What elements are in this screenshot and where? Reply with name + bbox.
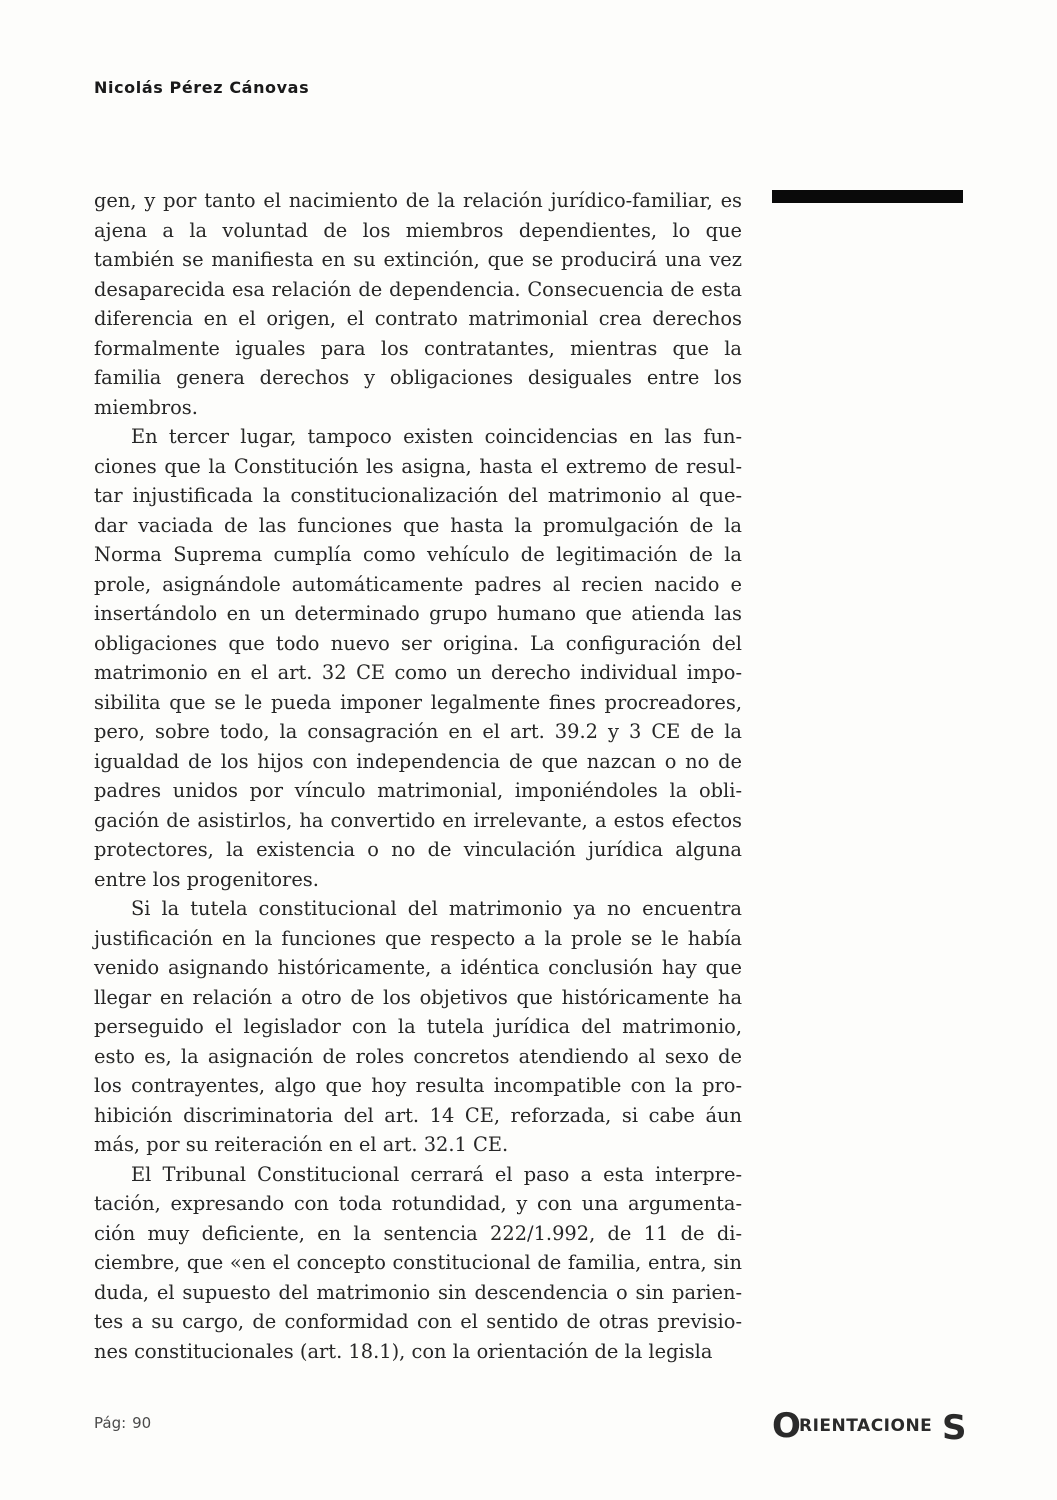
logo-letter-s: S [942, 1408, 966, 1443]
paragraph: gen, y por tanto el nacimiento de la relación jurídico-familiar, es ajena a la voluntad de los miembros dependientes, lo que también se manifiesta en su extinción, que se producirá una vez desaparecida esa relación de dependencia. Consecuencia de esta diferencia en el origen, el contrato matrimonial crea derechos formalmente iguales para los contratantes, mientras que la familia genera derechos y obligaciones desiguales entre los miembros. [94, 189, 742, 419]
running-head-author: Nicolás Pérez Cánovas [94, 78, 310, 97]
paragraph: Si la tutela constitucional del matrimonio ya no encuentra justificación en la funciones que respecto a la prole se le había venido asignando históricamente, a idéntica conclusión hay que llegar en relación a otro de los objetivos que históricamente ha perseguido el legislador con la tutela jurídica del matrimonio, esto es, la asignación de roles concretos atendiendo al sexo de los contrayentes, algo que hoy resulta incompatible con la prohibición discriminatoria del art. 14 CE, reforzada, si cabe áun más, por su reiteración en el art. 32.1 CE. [94, 897, 742, 1156]
publication-logo-mark [772, 1403, 966, 1443]
paragraph: En tercer lugar, tampoco existen coincidencias en las funciones que la Constitución les asigna, hasta el extremo de resultar injustificada la constitucionalización del matrimonio al quedar vaciada de las funciones que hasta la promulgación de la Norma Suprema cumplía como vehículo de legitimación de la prole, asignándole automáticamente padres al recien nacido e insertándolo en un determinado grupo humano que atienda las obligaciones que todo nuevo ser origina. La configuración del matrimonio en el art. 32 CE como un derecho individual imposibilita que se le pueda imponer legalmente fines procreadores, pero, sobre todo, la consagración en el art. 39.2 y 3 CE de la igualdad de los hijos con independencia de que nazcan o no de padres unidos por vínculo matrimonial, imponiéndoles la obligación de asistirlos, ha convertido en irrelevante, a estos efectos protectores, la existencia o no de vinculación jurídica alguna entre los progenitores. [94, 425, 742, 891]
logo-letters-middle: RIENTACIONE [799, 1416, 933, 1436]
logo-letter-o: O [772, 1406, 801, 1443]
decorative-bar [772, 190, 963, 203]
body-text [94, 186, 742, 1366]
paragraph: El Tribunal Constitucional cerrará el paso a esta interpretación, expresando con toda rotundidad, y con una argumentación muy deficiente, en la sentencia 222/1.992, de 11 de diciembre, que «en el concepto constitucional de familia, entra, sin duda, el supuesto del matrimonio sin descendencia o sin parientes a su cargo, de conformidad con el sentido de otras previsiones constitucionales (art. 18.1), con la orientación de la legisla [94, 1162, 742, 1363]
publication-logo [772, 1403, 966, 1443]
page-number [94, 1414, 151, 1432]
page-number-value: 90 [132, 1414, 152, 1432]
page-number-label: Pág: [94, 1414, 127, 1432]
